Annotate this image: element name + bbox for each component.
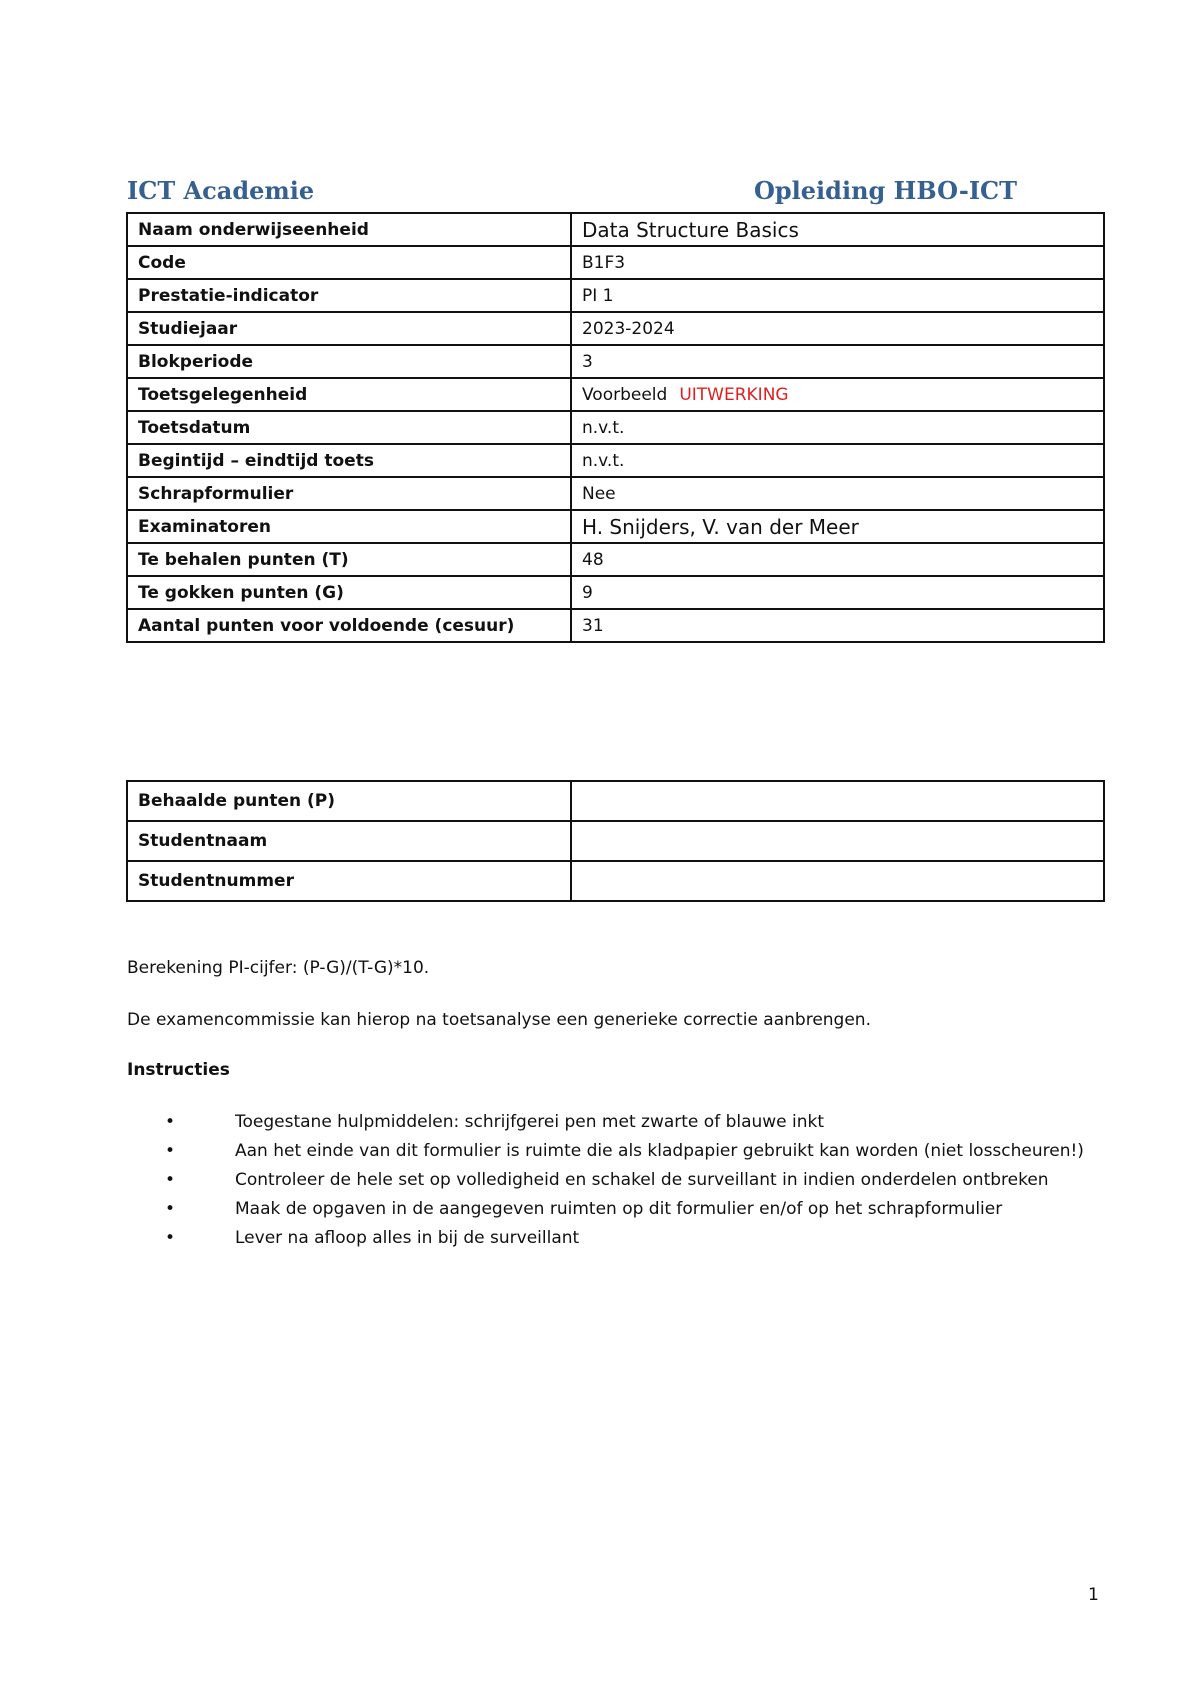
- table-row: [127, 213, 1104, 246]
- row-value: 3: [571, 345, 1104, 378]
- list-item: [127, 1195, 1117, 1224]
- table-row: [127, 378, 1104, 411]
- row-label: Behaalde punten (P): [127, 781, 571, 821]
- table-row: [127, 246, 1104, 279]
- student-info-table: [126, 780, 1105, 902]
- list-item-text: Controleer de hele set op volledigheid en schakel de surveillant in indien onderdelen ontbreken: [235, 1170, 1049, 1190]
- table-row: [127, 345, 1104, 378]
- row-label: Studiejaar: [127, 312, 571, 345]
- row-label: Begintijd – eindtijd toets: [127, 444, 571, 477]
- instructions-list: [127, 1108, 1117, 1253]
- list-item: [127, 1224, 1117, 1253]
- row-value: 31: [571, 609, 1104, 642]
- table-row: [127, 821, 1104, 861]
- grade-formula: Berekening PI-cijfer: (P-G)/(T-G)*10.: [127, 958, 430, 978]
- bullet-icon: •: [165, 1112, 176, 1132]
- list-item: [127, 1108, 1117, 1137]
- row-value: n.v.t.: [571, 444, 1104, 477]
- row-label: Te gokken punten (G): [127, 576, 571, 609]
- row-value: B1F3: [571, 246, 1104, 279]
- list-item-text: Toegestane hulpmiddelen: schrijfgerei pen met zwarte of blauwe inkt: [235, 1112, 825, 1132]
- list-item-text: Maak de opgaven in de aangegeven ruimten op dit formulier en/of op het schrapformulier: [235, 1199, 1003, 1219]
- row-label: Code: [127, 246, 571, 279]
- list-item: [127, 1137, 1117, 1166]
- row-label: Toetsdatum: [127, 411, 571, 444]
- table-row: [127, 312, 1104, 345]
- student-number-field[interactable]: [571, 861, 1104, 901]
- row-value: 2023-2024: [571, 312, 1104, 345]
- list-item: [127, 1166, 1117, 1195]
- row-label: Te behalen punten (T): [127, 543, 571, 576]
- row-value: [571, 378, 1104, 411]
- row-label: Studentnummer: [127, 861, 571, 901]
- row-value: PI 1: [571, 279, 1104, 312]
- row-value: H. Snijders, V. van der Meer: [571, 510, 1104, 543]
- row-label: Aantal punten voor voldoende (cesuur): [127, 609, 571, 642]
- table-row: [127, 411, 1104, 444]
- page-number: 1: [1088, 1585, 1099, 1605]
- table-row: [127, 477, 1104, 510]
- row-label: Toetsgelegenheid: [127, 378, 571, 411]
- row-value: n.v.t.: [571, 411, 1104, 444]
- row-label: Blokperiode: [127, 345, 571, 378]
- page-header: [127, 176, 1017, 210]
- student-name-field[interactable]: [571, 821, 1104, 861]
- list-item-text: Lever na afloop alles in bij de surveillant: [235, 1228, 580, 1248]
- instructions-heading: Instructies: [127, 1060, 230, 1080]
- table-row: [127, 444, 1104, 477]
- bullet-icon: •: [165, 1141, 176, 1161]
- uitwerking-highlight: UITWERKING: [679, 384, 789, 405]
- bullet-icon: •: [165, 1199, 176, 1219]
- row-label: Naam onderwijseenheid: [127, 213, 571, 246]
- table-row: [127, 510, 1104, 543]
- program-name: Opleiding HBO-ICT: [753, 176, 1017, 205]
- row-label: Studentnaam: [127, 821, 571, 861]
- bullet-icon: •: [165, 1170, 176, 1190]
- list-item-text: Aan het einde van dit formulier is ruimte die als kladpapier gebruikt kan worden (niet losscheuren!): [235, 1141, 1084, 1161]
- bullet-icon: •: [165, 1228, 176, 1248]
- row-label: Prestatie-indicator: [127, 279, 571, 312]
- row-value: Nee: [571, 477, 1104, 510]
- table-row: [127, 543, 1104, 576]
- row-value: Data Structure Basics: [571, 213, 1104, 246]
- table-row: [127, 576, 1104, 609]
- commission-note: De examencommissie kan hierop na toetsanalyse een generieke correctie aanbrengen.: [127, 1010, 871, 1030]
- institute-name: ICT Academie: [127, 176, 315, 205]
- table-row: [127, 609, 1104, 642]
- table-row: [127, 781, 1104, 821]
- exam-info-table: [126, 212, 1105, 643]
- row-label: Examinatoren: [127, 510, 571, 543]
- occasion-value: Voorbeeld: [582, 384, 668, 405]
- row-label: Schrapformulier: [127, 477, 571, 510]
- table-row: [127, 279, 1104, 312]
- table-row: [127, 861, 1104, 901]
- points-field[interactable]: [571, 781, 1104, 821]
- row-value: 9: [571, 576, 1104, 609]
- row-value: 48: [571, 543, 1104, 576]
